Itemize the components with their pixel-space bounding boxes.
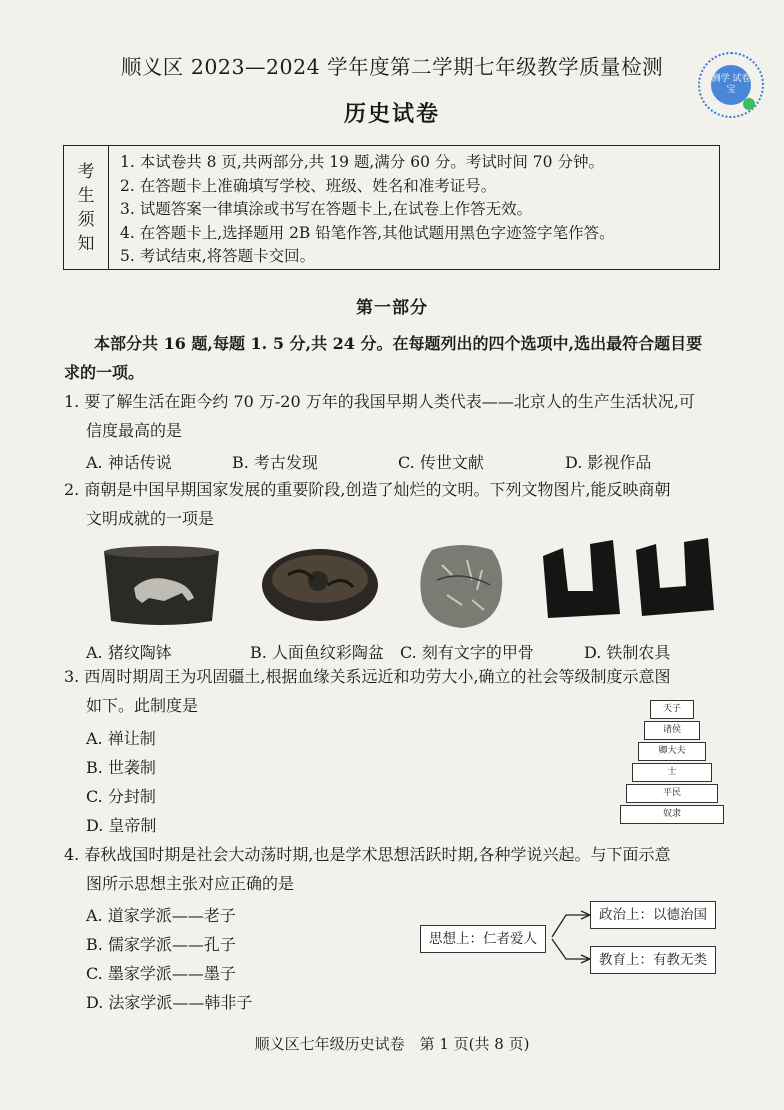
painted-basin-image: [258, 545, 383, 630]
section-intro-line2: 求的一项。: [64, 363, 145, 382]
notice-label-char: 生: [77, 185, 95, 206]
diagram-bottom-box: 教育上：有教无类: [590, 946, 716, 974]
q3-stem-line2: 如下。此制度是: [86, 696, 199, 715]
notice-label-char: 考: [77, 161, 95, 182]
q1-option-b: B. 考古发现: [232, 453, 318, 472]
q4-stem-line2: 图所示思想主张对应正确的是: [86, 874, 295, 893]
logo-text: 测学 试卷宝: [711, 65, 751, 105]
q4-option-d: D. 法家学派——韩非子: [86, 993, 253, 1012]
notice-label-char: 须: [77, 209, 95, 230]
notice-label: [64, 146, 109, 269]
pyramid-level: 诸侯: [644, 721, 700, 740]
thought-diagram: [418, 897, 733, 979]
exam-subtitle: 历史试卷: [343, 101, 440, 127]
section-title: 第一部分: [356, 298, 428, 318]
oracle-bone-image: [412, 540, 512, 632]
page-footer: 顺义区七年级历史试卷 第 1 页(共 8 页): [254, 1035, 530, 1053]
q2-stem-line1: 2. 商朝是中国早期国家发展的重要阶段,创造了灿烂的文明。下列文物图片,能反映商朝: [64, 480, 671, 499]
logo-badge-icon: [743, 98, 755, 110]
notice-item: 3. 试题答案一律填涂或书写在答题卡上,在试卷上作答无效。: [120, 200, 533, 218]
social-hierarchy-pyramid: [615, 697, 729, 827]
notice-box: [63, 145, 720, 270]
q2-stem-line2: 文明成就的一项是: [86, 509, 215, 528]
q3-option-b: B. 世袭制: [86, 758, 156, 777]
diagram-top-box: 政治上：以德治国: [590, 901, 716, 929]
pyramid-level: 天子: [650, 700, 694, 719]
notice-item: 1. 本试卷共 8 页,共两部分,共 19 题,满分 60 分。考试时间 70 分钟。: [120, 153, 604, 171]
notice-item: 2. 在答题卡上准确填写学校、班级、姓名和准考证号。: [120, 176, 497, 195]
q4-option-c: C. 墨家学派——墨子: [86, 964, 236, 983]
section-intro-line1: 本部分共 16 题,每题 1. 5 分,共 24 分。在每题列出的四个选项中,选出最符合题目要: [94, 334, 703, 353]
q2-option-d: D. 铁制农具: [584, 643, 671, 662]
exam-title: 顺义区 2023—2024 学年度第二学期七年级教学质量检测: [120, 55, 664, 79]
iron-tools-image: [538, 536, 718, 626]
pyramid-level: 士: [632, 763, 712, 782]
notice-items: [120, 151, 615, 269]
notice-item: 4. 在答题卡上,选择题用 2B 铅笔作答,其他试题用黑色字迹签字笔作答。: [120, 223, 615, 242]
q1-stem-line2: 信度最高的是: [86, 421, 183, 440]
qr-logo: [698, 52, 764, 118]
q4-stem-line1: 4. 春秋战国时期是社会大动荡时期,也是学术思想活跃时期,各种学说兴起。与下面示意: [64, 845, 671, 864]
q1-option-a: A. 神话传说: [86, 453, 172, 472]
q4-option-a: A. 道家学派——老子: [86, 906, 236, 925]
q2-option-a: A. 猪纹陶钵: [86, 643, 172, 662]
pyramid-level: 平民: [626, 784, 718, 803]
pyramid-level: 奴隶: [620, 805, 724, 824]
pottery-bowl-image: [94, 543, 229, 628]
q1-option-d: D. 影视作品: [565, 453, 652, 472]
diagram-center-box: 思想上：仁者爱人: [420, 925, 546, 953]
q1-option-c: C. 传世文献: [398, 453, 484, 472]
q2-option-c: C. 刻有文字的甲骨: [400, 643, 534, 662]
q3-option-a: A. 禅让制: [86, 729, 156, 748]
q3-option-d: D. 皇帝制: [86, 816, 157, 835]
q3-stem-line1: 3. 西周时期周王为巩固疆土,根据血缘关系远近和功劳大小,确立的社会等级制度示意图: [64, 667, 671, 686]
notice-item: 5. 考试结束,将答题卡交回。: [120, 247, 316, 265]
q4-option-b: B. 儒家学派——孔子: [86, 935, 236, 954]
q2-option-b: B. 人面鱼纹彩陶盆: [250, 643, 384, 662]
q1-stem-line1: 1. 要了解生活在距今约 70 万-20 万年的我国早期人类代表——北京人的生产生活状况,可: [64, 392, 695, 411]
pyramid-level: 卿大夫: [638, 742, 706, 761]
q3-option-c: C. 分封制: [86, 787, 156, 806]
notice-label-char: 知: [77, 233, 95, 254]
